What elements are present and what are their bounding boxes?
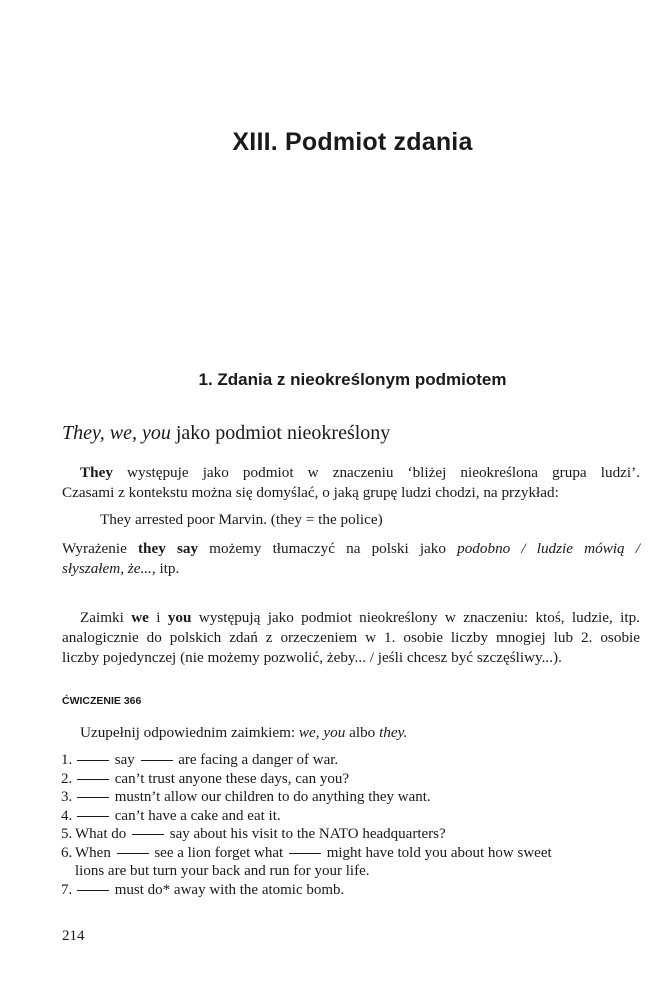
paragraph-they-say	[62, 539, 640, 579]
item-number: 6.	[61, 844, 73, 861]
text: możemy tłumaczyć na polski jako	[198, 540, 458, 557]
paragraph-line	[62, 463, 640, 483]
exercise-item	[62, 881, 642, 900]
subheading-rest: jako podmiot nieokreślony	[170, 422, 391, 444]
item-number: 7.	[61, 881, 73, 898]
answer-blank[interactable]	[117, 853, 149, 854]
text: can’t trust anyone these days, can you?	[111, 770, 349, 787]
paragraph-we-you	[62, 608, 640, 668]
text: are facing a danger of war.	[174, 752, 339, 768]
answer-blank[interactable]	[77, 760, 109, 761]
paragraph-they	[62, 463, 640, 503]
page-number: 214	[62, 928, 85, 944]
example-sentence: They arrested poor Marvin. (they = the police)	[100, 511, 383, 528]
exercise-label: ĆWICZENIE 366	[62, 695, 142, 707]
text: can’t have a cake and eat it.	[111, 807, 281, 824]
exercise-item	[62, 788, 642, 807]
exercise-item	[62, 807, 642, 826]
bold-term-they: They	[80, 464, 113, 481]
chapter-title: XIII. Podmiot zdania	[232, 128, 473, 156]
answer-blank[interactable]	[132, 834, 164, 835]
text: Wyrażenie	[62, 540, 138, 557]
answer-blank[interactable]	[289, 853, 321, 854]
text: mustn’t allow our children to do anything they want.	[111, 789, 431, 805]
paragraph-line	[62, 559, 640, 579]
exercise-item	[62, 751, 642, 770]
text: itp.	[155, 560, 180, 577]
bold-term-they-say: they say	[137, 540, 199, 557]
text: say	[111, 752, 139, 768]
item-continuation: lions are but turn your back and run for your life.	[75, 863, 370, 879]
subheading	[62, 422, 390, 445]
text: Uzupełnij odpowiednim zaimkiem:	[80, 724, 299, 741]
item-number: 3.	[61, 789, 73, 805]
text: występują jako podmiot nieokreślony w znaczeniu: ktoś, ludzie, itp.	[191, 609, 640, 626]
exercise-instruction	[80, 724, 407, 742]
bold-term-we: we	[131, 609, 149, 626]
item-number: 4.	[61, 807, 73, 824]
exercise-item	[62, 844, 642, 881]
italic-text: they.	[379, 724, 408, 741]
italic-text: słyszałem, że...,	[62, 560, 156, 577]
text: What do	[75, 826, 130, 842]
text: When	[75, 844, 115, 861]
paragraph-line: analogicznie do polskich zdań z orzeczeniem w 1. osobie liczby mnogiej lub 2. osobie	[62, 629, 640, 646]
paragraph-line	[62, 539, 640, 559]
text: must do* away with the atomic bomb.	[111, 881, 345, 898]
item-number: 5.	[61, 826, 73, 842]
paragraph-line: liczby pojedynczej (nie możemy pozwolić, żeby... / jeśli chcesz być szczęśliwy...).	[62, 649, 562, 666]
section-title: 1. Zdania z nieokreślonym podmiotem	[198, 370, 507, 389]
answer-blank[interactable]	[77, 779, 109, 780]
answer-blank[interactable]	[77, 797, 109, 798]
text: might have told you about how sweet	[322, 844, 552, 861]
text: see a lion forget what	[150, 844, 287, 861]
text: albo	[345, 724, 380, 741]
item-number: 2.	[61, 770, 73, 787]
answer-blank[interactable]	[77, 890, 109, 891]
text: say about his visit to the NATO headquarters?	[165, 826, 446, 842]
paragraph-line: Czasami z kontekstu można się domyślać, o jaką grupę ludzi chodzi, na przykład:	[62, 484, 559, 501]
answer-blank[interactable]	[141, 760, 173, 761]
italic-text: podobno / ludzie mówią /	[457, 540, 640, 557]
paragraph-line	[62, 608, 640, 628]
answer-blank[interactable]	[77, 816, 109, 817]
subheading-italic: They, we, you	[62, 422, 171, 444]
text: występuje jako podmiot w znaczeniu ‘bliżej nieokreślona grupa ludzi’.	[112, 464, 640, 481]
item-number: 1.	[61, 752, 73, 768]
exercise-item	[62, 825, 642, 844]
italic-text: we, you	[298, 724, 346, 741]
exercise-items	[62, 751, 642, 899]
text: i	[148, 609, 168, 626]
bold-term-you: you	[167, 609, 192, 626]
exercise-item	[62, 770, 642, 789]
text: Zaimki	[80, 609, 132, 626]
